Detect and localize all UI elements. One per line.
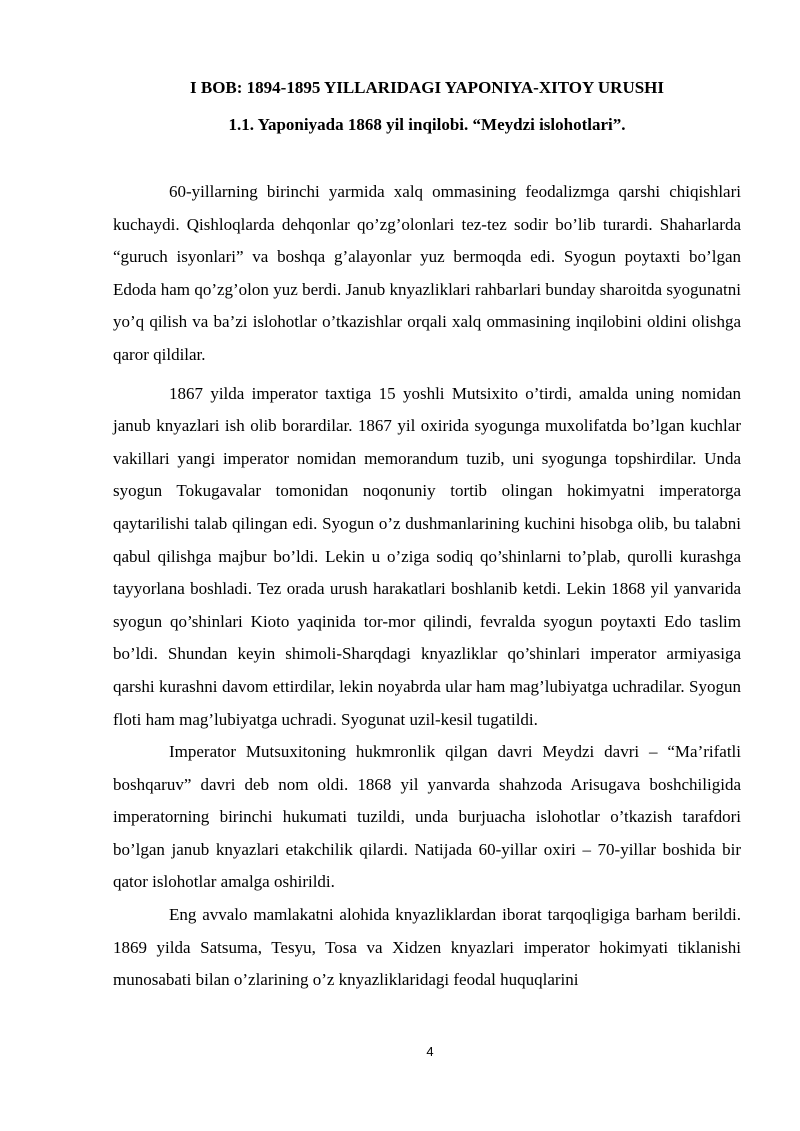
page-number: 4 — [426, 1044, 434, 1059]
body-text — [113, 176, 741, 997]
paragraph-4: Eng avvalo mamlakatni alohida knyazliklardan iborat tarqoqligiga barham berildi. 1869 yilda Satsuma, Tesyu, Tosa va Xidzen knyazlari imperator hokimyati tiklanishi munosabati bilan o’zlarining o’z knyazliklaridagi feodal huquqlarini — [113, 905, 741, 990]
paragraph-1: 60-yillarning birinchi yarmida xalq ommasining feodalizmga qarshi chiqishlari kuchaydi. Qishloqlarda dehqonlar qo’zg’olonlari tez-tez sodir bo’lib turardi. Shaharlarda “guruch isyonlari” va boshqa g’alayonlar yuz bermoqda edi. Syogun poytaxti bo’lgan Edoda ham qo’zg’olon yuz berdi. Janub knyazliklari rahbarlari bunday sharoitda syogunatni yo’q qilish va ba’zi islohotlar o’tkazishlar orqali xalq ommasining inqilobini oldini olishga qaror qildilar. — [113, 182, 741, 364]
chapter-title: I BOB: 1894-1895 YILLARIDAGI YAPONIYA-XITOY URUSHI — [189, 78, 665, 97]
paragraph-3: Imperator Mutsuxitoning hukmronlik qilgan davri Meydzi davri – “Ma’rifatli boshqaruv” davri deb nom oldi. 1868 yil yanvarda shahzoda Arisugava boshchiligida imperatorning birinchi hukumati tuzildi, unda burjuacha islohotlar o’tkazish tarafdori bo’lgan janub knyazlari etakchilik qilardi. Natijada 60-yillar oxiri – 70-yillar boshida bir qator islohotlar amalga oshirildi. — [113, 742, 741, 892]
paragraph-2: 1867 yilda imperator taxtiga 15 yoshli Mutsixito o’tirdi, amalda uning nomidan janub knyazlari ish olib borardilar. 1867 yil oxirida syogunga muxolifatda bo’lgan kuchlar vakillari yangi imperator nomidan memorandum tuzib, uni syogunga topshirdilar. Unda syogun Tokugavalar tomonidan noqonuniy tortib olingan hokimyatni imperatorga qaytarilishi talab qilingan edi. Syogun o’z dushmanlarining kuchini hisobga olib, bu talabni qabul qilishga majbur bo’ldi. Lekin u o’ziga sodiq qo’shinlarni to’plab, qurolli kurashga tayyorlana boshladi. Tez orada urush harakatlari boshlanib ketdi. Lekin 1868 yil yanvarida syogun qo’shinlari Kioto yaqinida tor-mor qilindi, fevralda syogun poytaxti Edo taslim bo’ldi. Shundan keyin shimoli-Sharqdagi knyazliklar qo’shinlari imperator armiyasiga qarshi kurashni davom ettirdilar, lekin noyabrda ular ham mag’lubiyatga uchradilar. Syogun floti ham mag’lubiyatga uchradi. Syogunat uzil-kesil tugatildi. — [113, 383, 741, 729]
section-title: 1.1. Yaponiyada 1868 yil inqilobi. “Meydzi islohotlari”. — [228, 115, 626, 134]
